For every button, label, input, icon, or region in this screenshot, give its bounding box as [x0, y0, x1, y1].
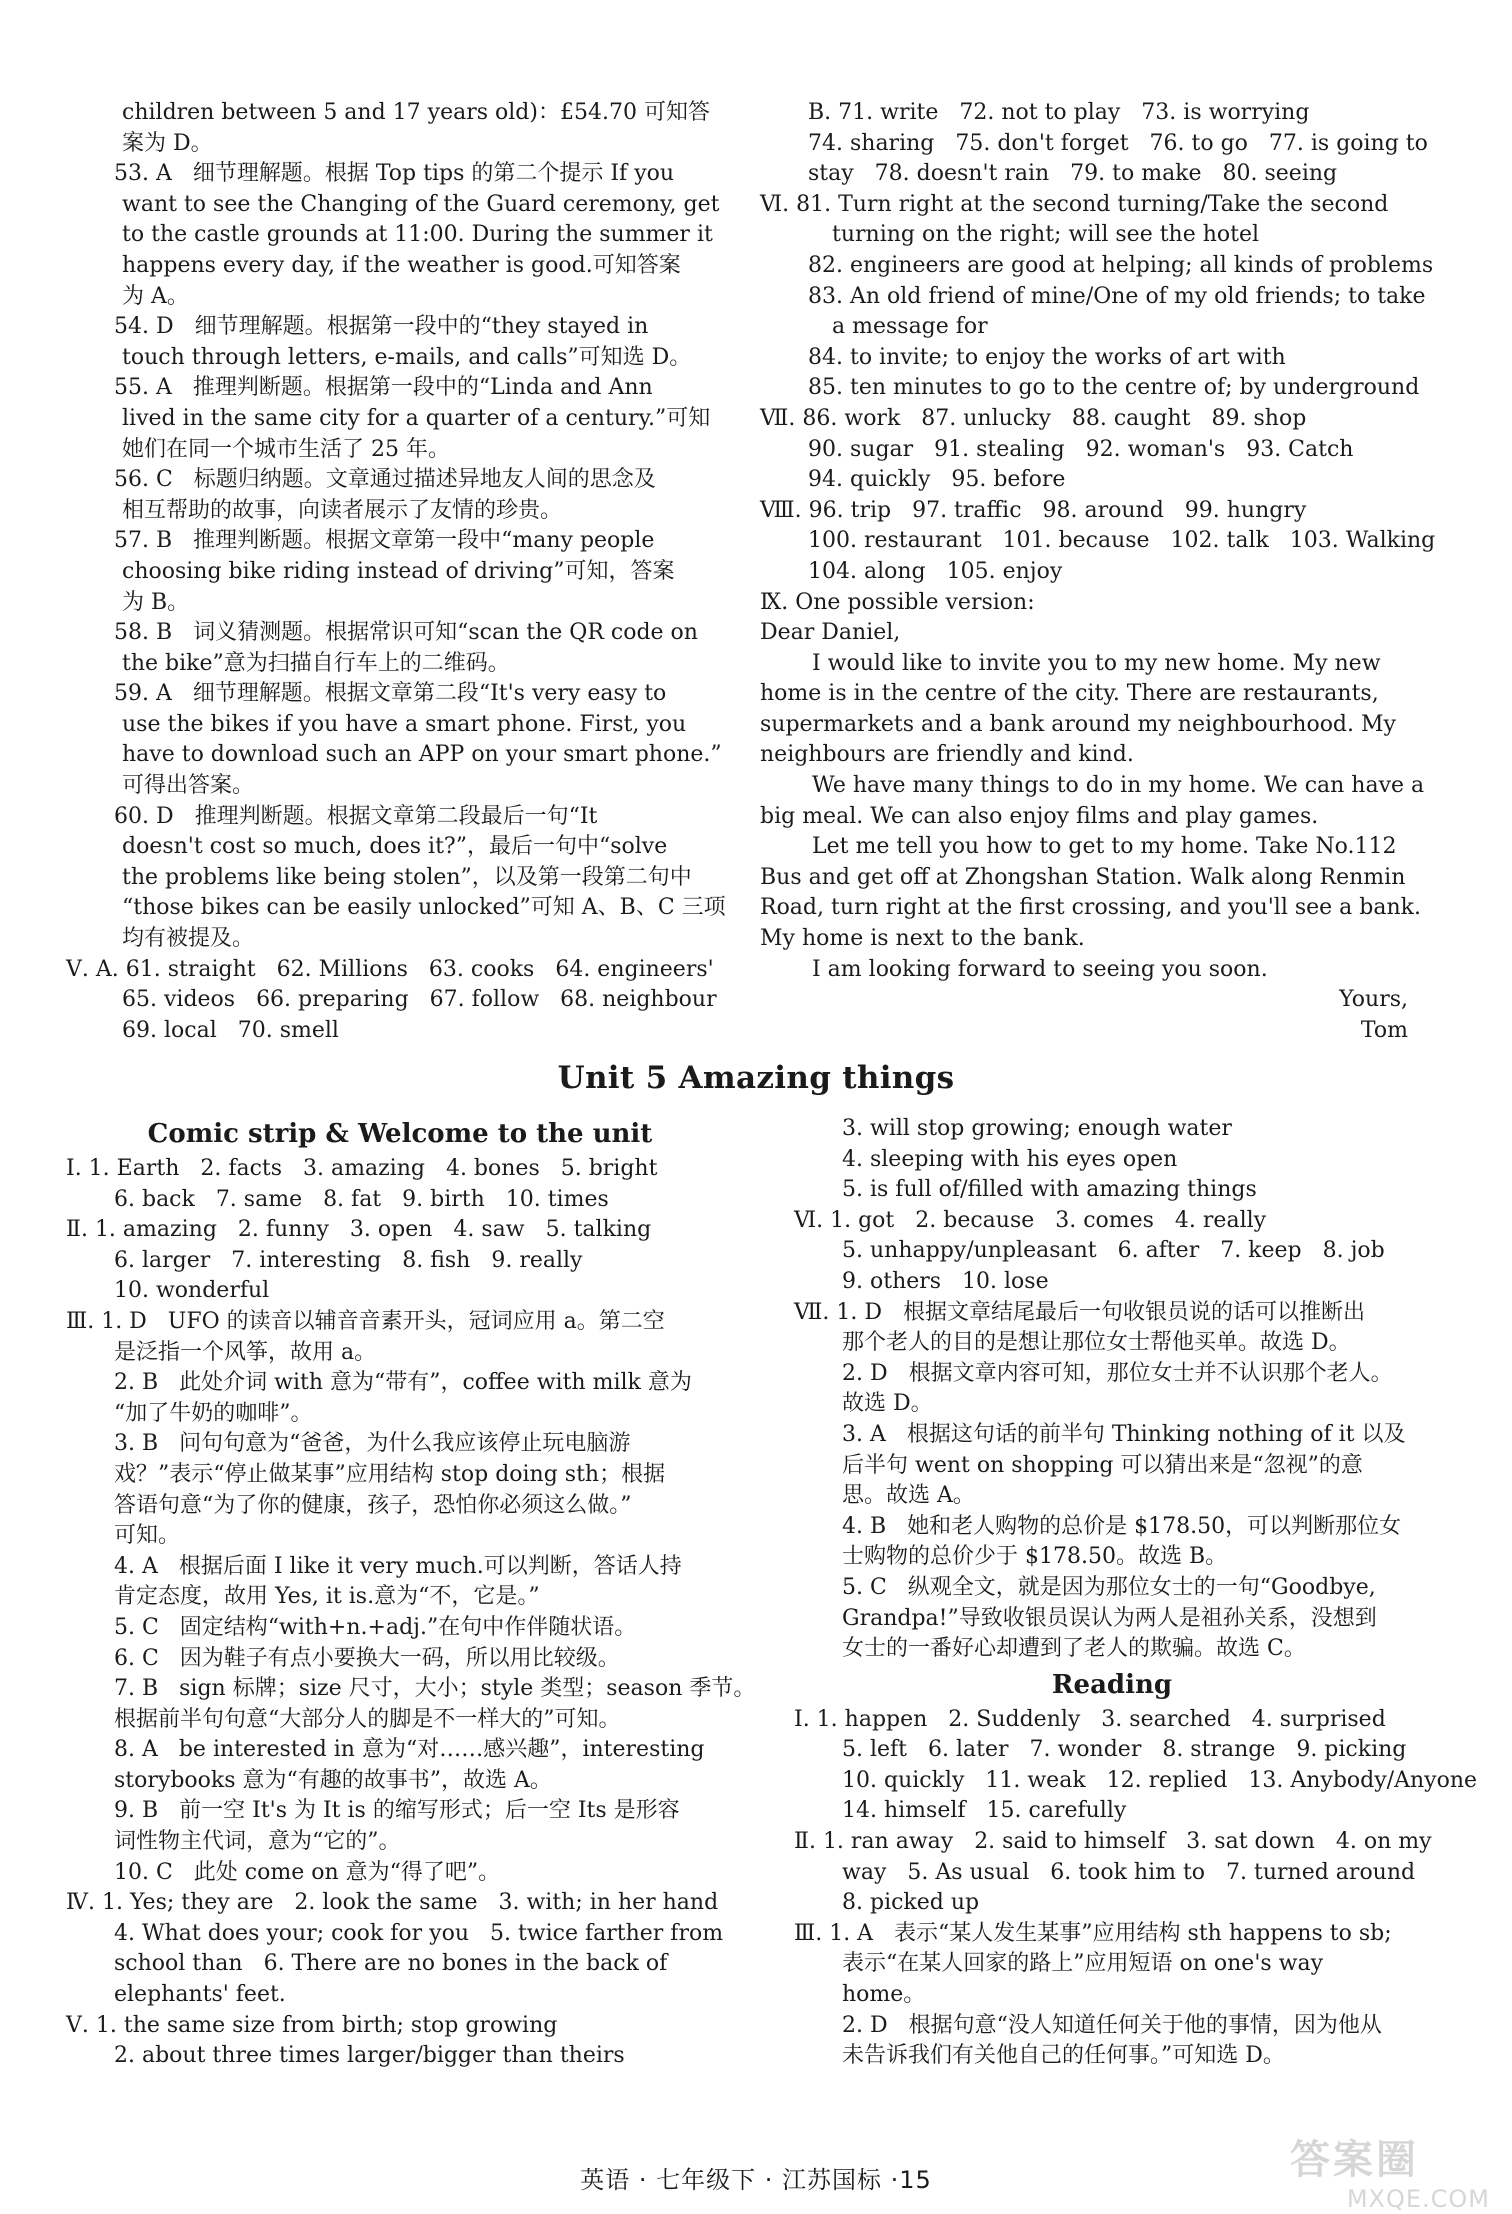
answer-line: 8. A be interested in 意为“对……感兴趣”，interesting: [114, 1737, 705, 1763]
answer-line: Ⅴ. A. 61. straight 62. Millions 63. cooks 64. engineers': [66, 956, 714, 982]
answer-line: 2. D 根据句意“没人知道任何关于他的事情，因为他从: [842, 2012, 1382, 2038]
answer-line: Grandpa!”导致收银员误认为两人是祖孙关系，没想到: [842, 1605, 1377, 1631]
answer-line: My home is next to the bank.: [760, 926, 1085, 952]
answer-line: 8. picked up: [842, 1890, 980, 1916]
answer-line: 3. A 根据这句话的前半句 Thinking nothing of it 以及: [842, 1421, 1406, 1447]
answer-line: a message for: [832, 314, 988, 340]
answer-line: We have many things to do in my home. We can have a: [812, 773, 1425, 799]
answer-line: 54. D 细节理解题。根据第一段中的“they stayed in: [114, 314, 649, 340]
answer-line: Ⅸ. One possible version:: [760, 589, 1035, 615]
answer-line: 94. quickly 95. before: [808, 467, 1066, 493]
section-heading: Reading: [1051, 1669, 1173, 1700]
answer-line: Ⅲ. 1. A 表示“某人发生某事”应用结构 sth happens to sb;: [794, 1920, 1392, 1946]
answer-line: happens every day, if the weather is good.可知答案: [122, 252, 681, 278]
answer-line: Ⅵ. 1. got 2. because 3. comes 4. really: [794, 1207, 1267, 1233]
answer-line: 5. left 6. later 7. wonder 8. strange 9. picking: [842, 1737, 1407, 1763]
answer-line: 6. back 7. same 8. fat 9. birth 10. times: [114, 1186, 609, 1212]
answer-line: 4. What does your; cook for you 5. twice farther from: [114, 1920, 724, 1946]
answer-line: 14. himself 15. carefully: [842, 1798, 1127, 1824]
answer-line: 可得出答案。: [122, 773, 255, 799]
answer-line: 7. B sign 标牌；size 尺寸，大小；style 类型；season 季节。: [114, 1676, 756, 1702]
answer-line: 10. quickly 11. weak 12. replied 13. Anybody/Anyone: [842, 1767, 1478, 1793]
answer-line: Ⅱ. 1. amazing 2. funny 3. open 4. saw 5. talking: [66, 1217, 652, 1243]
answer-line: 60. D 推理判断题。根据文章第二段最后一句“It: [114, 803, 598, 829]
answer-column-top-left: [66, 98, 726, 1046]
answer-line: 肯定态度，故用 Yes, it is.意为“不，它是。”: [114, 1584, 540, 1610]
answer-line: have to download such an APP on your smart phone.”: [122, 742, 722, 768]
answer-line: 4. B 她和老人购物的总价是 $178.50，可以判断那位女: [842, 1513, 1402, 1539]
answer-line: Bus and get off at Zhongshan Station. Walk along Renmin: [760, 864, 1406, 890]
watermark-url: MXQE.COM: [1346, 2185, 1490, 2213]
answer-line: Ⅷ. 96. trip 97. traffic 98. around 99. hungry: [760, 497, 1307, 523]
answer-line: I would like to invite you to my new home. My new: [812, 650, 1381, 676]
answer-line: neighbours are friendly and kind.: [760, 742, 1134, 768]
watermark-logo: [1290, 2128, 1490, 2213]
answer-line: 2. B 此处介词 with 意为“带有”，coffee with milk 意为: [114, 1370, 692, 1396]
answer-line: B. 71. write 72. not to play 73. is worrying: [808, 100, 1310, 125]
answer-line: Ⅳ. 1. Yes; they are 2. look the same 3. with; in her hand: [66, 1890, 719, 1916]
answer-line: 表示“在某人回家的路上”应用短语 on one's way: [842, 1951, 1324, 1977]
answer-line: choosing bike riding instead of driving”可知，答案: [122, 558, 675, 584]
answer-line: Tom: [1360, 1017, 1408, 1043]
answer-line: the bike”意为扫描自行车上的二维码。: [122, 650, 510, 676]
answer-line: to the castle grounds at 11:00. During the summer it: [122, 222, 713, 248]
answer-line: turning on the right; will see the hotel: [832, 222, 1260, 248]
answer-line: storybooks 意为“有趣的故事书”，故选 A。: [114, 1767, 552, 1793]
answer-line: 5. unhappy/unpleasant 6. after 7. keep 8. job: [842, 1238, 1385, 1264]
answer-line: want to see the Changing of the Guard ceremony, get: [122, 191, 720, 217]
answer-line: Ⅴ. 1. the same size from birth; stop growing: [66, 2012, 558, 2038]
answer-column-top-right: [760, 98, 1436, 1046]
unit-title: Unit 5 Amazing things: [557, 1060, 955, 1096]
answer-line: 5. is full of/filled with amazing things: [842, 1177, 1257, 1203]
answer-line: 戏？”表示“停止做某事”应用结构 stop doing sth；根据: [114, 1461, 666, 1487]
answer-line: 士购物的总价少于 $178.50。故选 B。: [842, 1544, 1228, 1570]
page-footer: 英语 · 七年级下 · 江苏国标 ·15: [580, 2166, 932, 2194]
answer-line: 82. engineers are good at helping; all kinds of problems: [808, 252, 1434, 278]
answer-line: Ⅰ. 1. Earth 2. facts 3. amazing 4. bones 5. bright: [66, 1156, 658, 1181]
answer-line: children between 5 and 17 years old)：£54.70 可知答: [122, 100, 710, 125]
answer-line: 74. sharing 75. don't forget 76. to go 77. is going to: [808, 130, 1428, 156]
answer-line: big meal. We can also enjoy films and play games.: [760, 803, 1319, 829]
answer-line: home is in the centre of the city. There are restaurants,: [760, 681, 1379, 707]
answer-line: Ⅵ. 81. Turn right at the second turning/Take the second: [760, 191, 1389, 217]
answer-line: 3. will stop growing; enough water: [842, 1116, 1232, 1141]
answer-line: 案为 D。: [122, 130, 213, 156]
watermark-logo-text: 答案圈: [1290, 2137, 1419, 2183]
answer-column-bottom-left: [66, 1114, 756, 2072]
answer-line: Road, turn right at the first crossing, and you'll see a bank.: [760, 895, 1421, 921]
answer-line: 4. sleeping with his eyes open: [842, 1146, 1178, 1172]
answer-line: school than 6. There are no bones in the back of: [114, 1951, 668, 1977]
answer-line: Dear Daniel,: [760, 620, 901, 646]
answer-line: the problems like being stolen”，以及第一段第二句中: [122, 864, 692, 890]
answer-line: Yours,: [1339, 987, 1408, 1013]
answer-line: 未告诉我们有关他自己的任何事。”可知选 D。: [842, 2043, 1285, 2069]
answer-line: 为 B。: [122, 589, 190, 615]
answer-line: stay 78. doesn't rain 79. to make 80. seeing: [808, 161, 1338, 187]
answer-line: 9. B 前一空 It's 为 It is 的缩写形式；后一空 Its 是形容: [114, 1798, 680, 1824]
answer-line: 90. sugar 91. stealing 92. woman's 93. Catch: [808, 436, 1354, 462]
answer-line: 那个老人的目的是想让那位女士帮他买单。故选 D。: [842, 1330, 1351, 1356]
answer-line: 6. larger 7. interesting 8. fish 9. really: [114, 1247, 583, 1273]
answer-line: elephants' feet.: [114, 1982, 286, 2008]
answer-line: 58. B 词义猜测题。根据常识可知“scan the QR code on: [114, 620, 698, 646]
answer-line: 相互帮助的故事，向读者展示了友情的珍贵。: [122, 497, 563, 523]
answer-line: I am looking forward to seeing you soon.: [812, 956, 1268, 982]
answer-line: 2. about three times larger/bigger than theirs: [114, 2043, 625, 2069]
answer-line: use the bikes if you have a smart phone. First, you: [122, 711, 687, 737]
answer-line: 词性物主代词，意为“它的”。: [114, 1829, 401, 1855]
answer-line: 根据前半句句意“大部分人的脚是不一样大的”可知。: [114, 1706, 621, 1732]
answer-line: 57. B 推理判断题。根据文章第一段中“many people: [114, 528, 655, 554]
answer-line: doesn't cost so much, does it?”，最后一句中“solve: [122, 834, 668, 860]
answer-column-bottom-right: [794, 1114, 1478, 2072]
answer-line: 5. C 纵观全文，就是因为那位女士的一句“Goodbye,: [842, 1574, 1376, 1600]
answer-line: 5. C 固定结构“with+n.+adj.”在句中作伴随状语。: [114, 1614, 637, 1640]
answer-line: 9. others 10. lose: [842, 1268, 1049, 1294]
answer-line: 她们在同一个城市生活了 25 年。: [122, 436, 450, 462]
answer-line: 100. restaurant 101. because 102. talk 103. Walking: [808, 528, 1436, 554]
answer-line: Ⅶ. 86. work 87. unlucky 88. caught 89. shop: [760, 405, 1307, 431]
answer-line: 4. A 根据后面 I like it very much.可以判断，答话人持: [114, 1553, 682, 1579]
answer-line: 56. C 标题归纳题。文章通过描述异地友人间的思念及: [114, 467, 656, 493]
answer-line: 是泛指一个风筝，故用 a。: [114, 1339, 377, 1365]
answer-line: 10. wonderful: [114, 1278, 270, 1304]
answer-line: supermarkets and a bank around my neighbourhood. My: [760, 711, 1396, 737]
answer-line: 答语句意“为了你的健康，孩子，恐怕你必须这么做。”: [114, 1492, 632, 1518]
answer-line: 104. along 105. enjoy: [808, 558, 1063, 584]
answer-line: home。: [842, 1982, 926, 2008]
answer-line: way 5. As usual 6. took him to 7. turned around: [842, 1859, 1416, 1885]
answer-line: touch through letters, e-mails, and calls”可知选 D。: [122, 344, 692, 370]
answer-line: Ⅶ. 1. D 根据文章结尾最后一句收银员说的话可以推断出: [794, 1299, 1365, 1325]
answer-line: 85. ten minutes to go to the centre of; by underground: [808, 375, 1420, 401]
answer-line: 可知。: [114, 1523, 181, 1549]
answer-line: 65. videos 66. preparing 67. follow 68. neighbour: [122, 987, 717, 1013]
answer-line: 女士的一番好心却遭到了老人的欺骗。故选 C。: [842, 1636, 1306, 1662]
answer-line: Ⅰ. 1. happen 2. Suddenly 3. searched 4. surprised: [794, 1706, 1386, 1732]
section-heading: Comic strip & Welcome to the unit: [147, 1119, 653, 1149]
answer-line: Let me tell you how to get to my home. Take No.112: [812, 834, 1397, 860]
answer-line: “加了牛奶的咖啡”。: [114, 1400, 313, 1426]
answer-line: 69. local 70. smell: [122, 1017, 339, 1043]
answer-line: 55. A 推理判断题。根据第一段中的“Linda and Ann: [114, 375, 653, 401]
answer-line: 后半句 went on shopping 可以猜出来是“忽视”的意: [842, 1452, 1363, 1478]
answer-line: 10. C 此处 come on 意为“得了吧”。: [114, 1859, 501, 1885]
answer-line: 3. B 问句句意为“爸爸，为什么我应该停止玩电脑游: [114, 1431, 631, 1457]
answer-line: 59. A 细节理解题。根据文章第二段“It's very easy to: [114, 681, 667, 707]
answer-line: 83. An old friend of mine/One of my old friends; to take: [808, 283, 1426, 309]
answer-line: 思。故选 A。: [842, 1483, 975, 1509]
answer-line: 2. D 根据文章内容可知，那位女士并不认识那个老人。: [842, 1360, 1393, 1386]
answer-line: Ⅱ. 1. ran away 2. said to himself 3. sat down 4. on my: [794, 1829, 1432, 1855]
answer-line: 6. C 因为鞋子有点小要换大一码，所以用比较级。: [114, 1645, 620, 1671]
answer-line: Ⅲ. 1. D UFO 的读音以辅音音素开头，冠词应用 a。第二空: [66, 1308, 665, 1334]
answer-line: lived in the same city for a quarter of a century.”可知: [122, 405, 711, 431]
answer-line: 84. to invite; to enjoy the works of art with: [808, 344, 1286, 370]
answer-line: 53. A 细节理解题。根据 Top tips 的第二个提示 If you: [114, 161, 675, 187]
answer-line: 均有被提及。: [122, 926, 255, 952]
answer-line: 为 A。: [122, 283, 189, 309]
answer-line: 故选 D。: [842, 1391, 933, 1417]
answer-line: “those bikes can be easily unlocked”可知 A、B、C 三项: [122, 895, 726, 921]
